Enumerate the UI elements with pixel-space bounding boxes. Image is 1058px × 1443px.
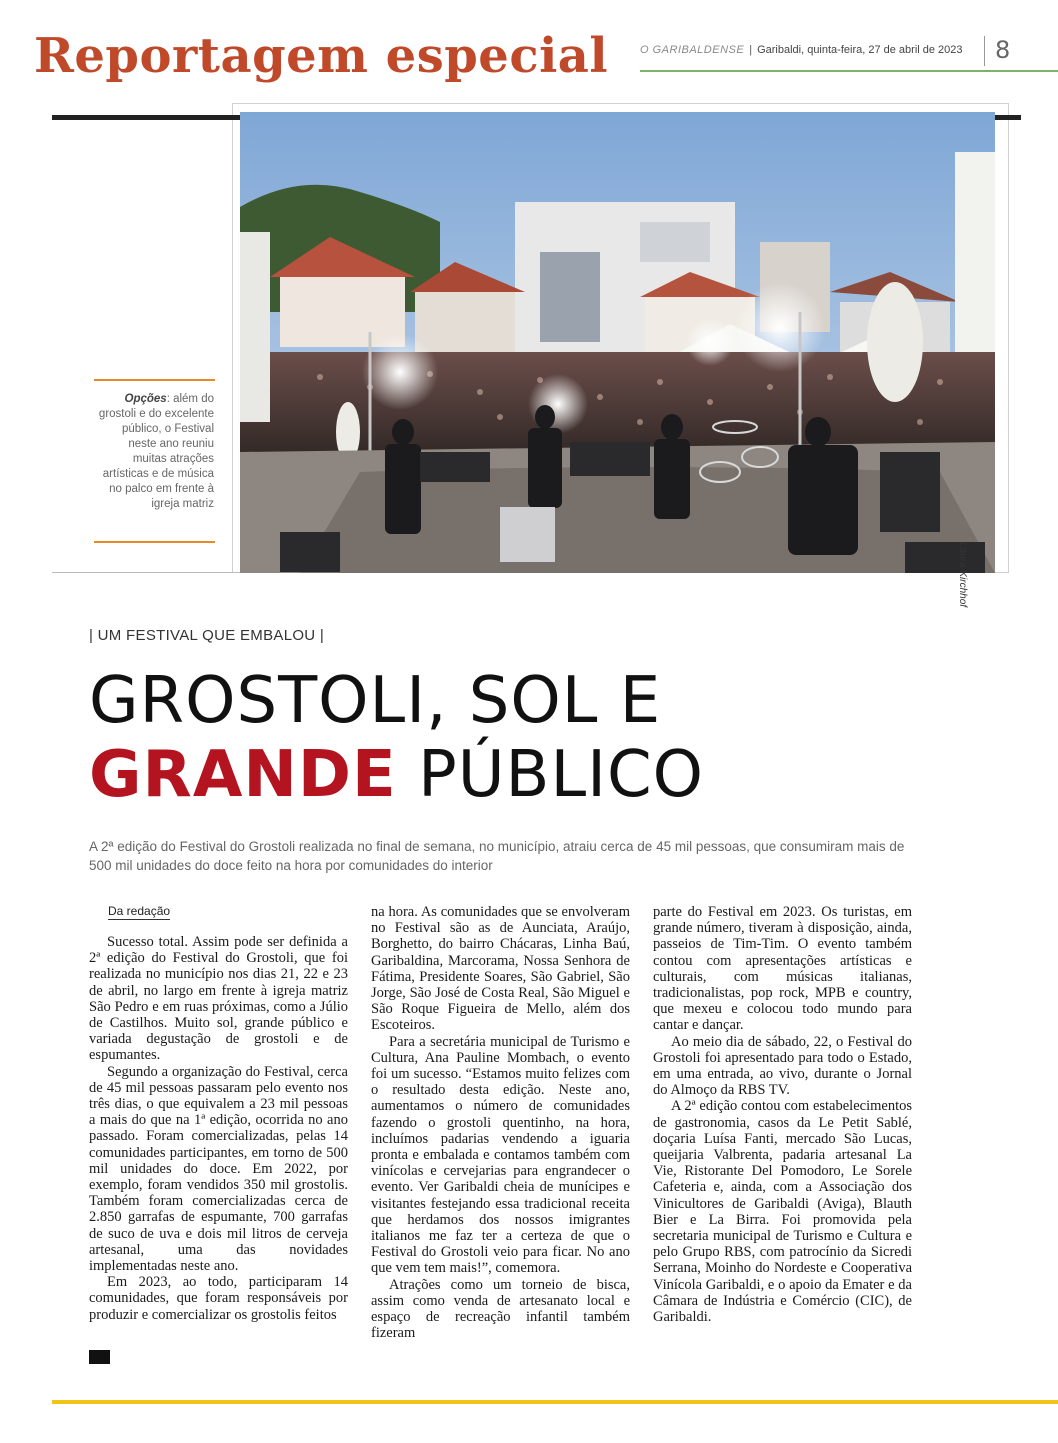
caption-rule-top — [94, 379, 215, 381]
header-separator: | — [749, 44, 753, 56]
photo-rule-left — [52, 115, 242, 120]
caption-label: Opções — [124, 393, 167, 405]
paragraph: Segundo a organização do Festival, cerca de 45 mil pessoas passaram pelo evento nos três dias, o que equivalem a 23 mil pessoas a mais do que na 1ª edição, ocorrida no ano passado. Foram comercializadas, pelas 14 comunidades participantes, em torno de 500 mil unidades do doce. Em 2022, por exemplo, foram vendidos 350 mil grostolis. Também foram comercializadas cerca de 2.850 garrafas de espumante, 700 garrafas de suco de uva e dois mil litros de cerveja artesanal, uma das novidades implementadas neste ano. — [89, 1063, 348, 1275]
paragraph: Em 2023, ao todo, participaram 14 comunidades, que foram responsáveis por produzir e comercializar os grostolis feitos — [89, 1274, 348, 1323]
festival-photo — [240, 112, 995, 573]
caption-text: : além do grostoli e do excelente público, o Festival neste ano reuniu muitas atrações artísticas e de música no palco em frente à igreja matriz — [98, 393, 214, 510]
paragraph: A 2ª edição contou com estabelecimentos de gastronomia, casos da Le Petit Sablé, doçaria Luísa Fanti, mercado São Lucas, queijaria Valbrenta, padaria artesanal La Vie, Ristorante Del Pomodoro, Le Sorele Cafeteria e, ainda, com a Associação dos Vinicultores de Garibaldi (Aviga), Blauth Bier e La Birra. Foi promovida pela secretaria municipal de Turismo e Cultura e pelo Grupo RBS, com patrocínio da Sicredi Serrana, Moinho do Nordeste e Cooperativa Vinícola Garibaldi, e o apoio da Emater e da Câmara de Indústria e Comércio (CIC), de Garibaldi. — [653, 1098, 912, 1326]
dateline: Garibaldi, quinta-feira, 27 de abril de 2023 — [757, 44, 963, 56]
paragraph: parte do Festival em 2023. Os turistas, em grande número, tiveram à disposição, ainda, passeios de Tim-Tim. O evento também contou com apresentações artísticas e culturais, com músicas italianas, tradicionalistas, pop rock, MPB e country, que mexeu e colocou todo mundo para cantar e dançar. — [653, 904, 912, 1034]
headline-accent: GRANDE — [89, 738, 397, 812]
headline-line-1: GROSTOLI, SOL E — [89, 664, 662, 738]
headline-rest: PÚBLICO — [396, 738, 705, 812]
photo-rule-right — [995, 115, 1021, 120]
paragraph: Atrações como um torneio de bisca, assim como venda de artesanato local e espaço de recreação infantil também fizeram — [371, 1276, 630, 1342]
paragraph: na hora. As comunidades que se envolveram no Festival são as de Aunciata, Araújo, Borghetto, do bairro Chácaras, Linha Baú, Garibaldina, Marcorama, Nossa Senhora de Fátima, Presidente Soares, São Gabriel, São Jorge, São José de Costa Real, São Miguel e São Roque Figueira de Mello, além dos Escoteiros. — [371, 904, 630, 1034]
page-number: 8 — [984, 36, 1010, 66]
headline — [89, 664, 1029, 812]
footer-rule — [52, 1400, 1058, 1404]
end-of-article-mark — [89, 1350, 110, 1364]
article-column-2 — [371, 904, 630, 1341]
deck: A 2ª edição do Festival do Grostoli realizada no final de semana, no município, atraiu cerca de 45 mil pessoas, que consumiram mais de 500 mil unidades do doce feito na hora por comunidades do interior — [89, 839, 905, 873]
caption-rule-bottom — [94, 541, 215, 543]
section-title: Reportagem especial — [34, 28, 609, 84]
header-rule — [640, 70, 1058, 72]
paragraph: Sucesso total. Assim pode ser definida a 2ª edição do Festival do Grostoli, que foi realizada no município nos dias 21, 22 e 23 de abril, no largo em frente à igreja matriz São Pedro e em ruas próximas, como a Júlio de Castilhos. Muito sol, grande público e variada degustação de grostoli e de espumantes. — [89, 934, 348, 1064]
headline-line-2 — [89, 738, 1029, 812]
photo-bottom-rule — [52, 572, 240, 573]
newspaper-name: O GARIBALDENSE — [640, 44, 745, 56]
kicker: | UM FESTIVAL QUE EMBALOU | — [89, 627, 325, 644]
paragraph: Para a secretária municipal de Turismo e Cultura, Ana Pauline Mombach, o evento foi um sucesso. “Estamos muito felizes com o resultado desta edição. Neste ano, aumentamos o número de comunidades fazendo o grostoli quentinho, na hora, incluímos padarias vendendo a iguaria pronta e embalada e contamos também com vinícolas e cervejarias para engrandecer o evento. Ver Garibaldi cheia de munícipes e visitantes festejando essa tradicional receita que herdamos dos nossos imigrantes italianos me faz ter a certeza de que o Festival do Grostoli veio para ficar. No ano que vem tem mais!”, comemora. — [371, 1033, 630, 1277]
header-meta — [640, 44, 980, 56]
photo-credit: Laura Kirchhof — [957, 542, 968, 608]
paragraph: Ao meio dia de sábado, 22, o Festival do Grostoli foi apresentado para todo o Estado, em uma entrada, ao vivo, durante o Jornal do Almoço da RBS TV. — [653, 1033, 912, 1099]
article-column-3 — [653, 904, 912, 1325]
festival-photo-illustration — [240, 112, 995, 573]
byline: Da redação — [108, 904, 171, 918]
article-column-1 — [89, 934, 348, 1323]
photo-caption — [94, 392, 214, 512]
